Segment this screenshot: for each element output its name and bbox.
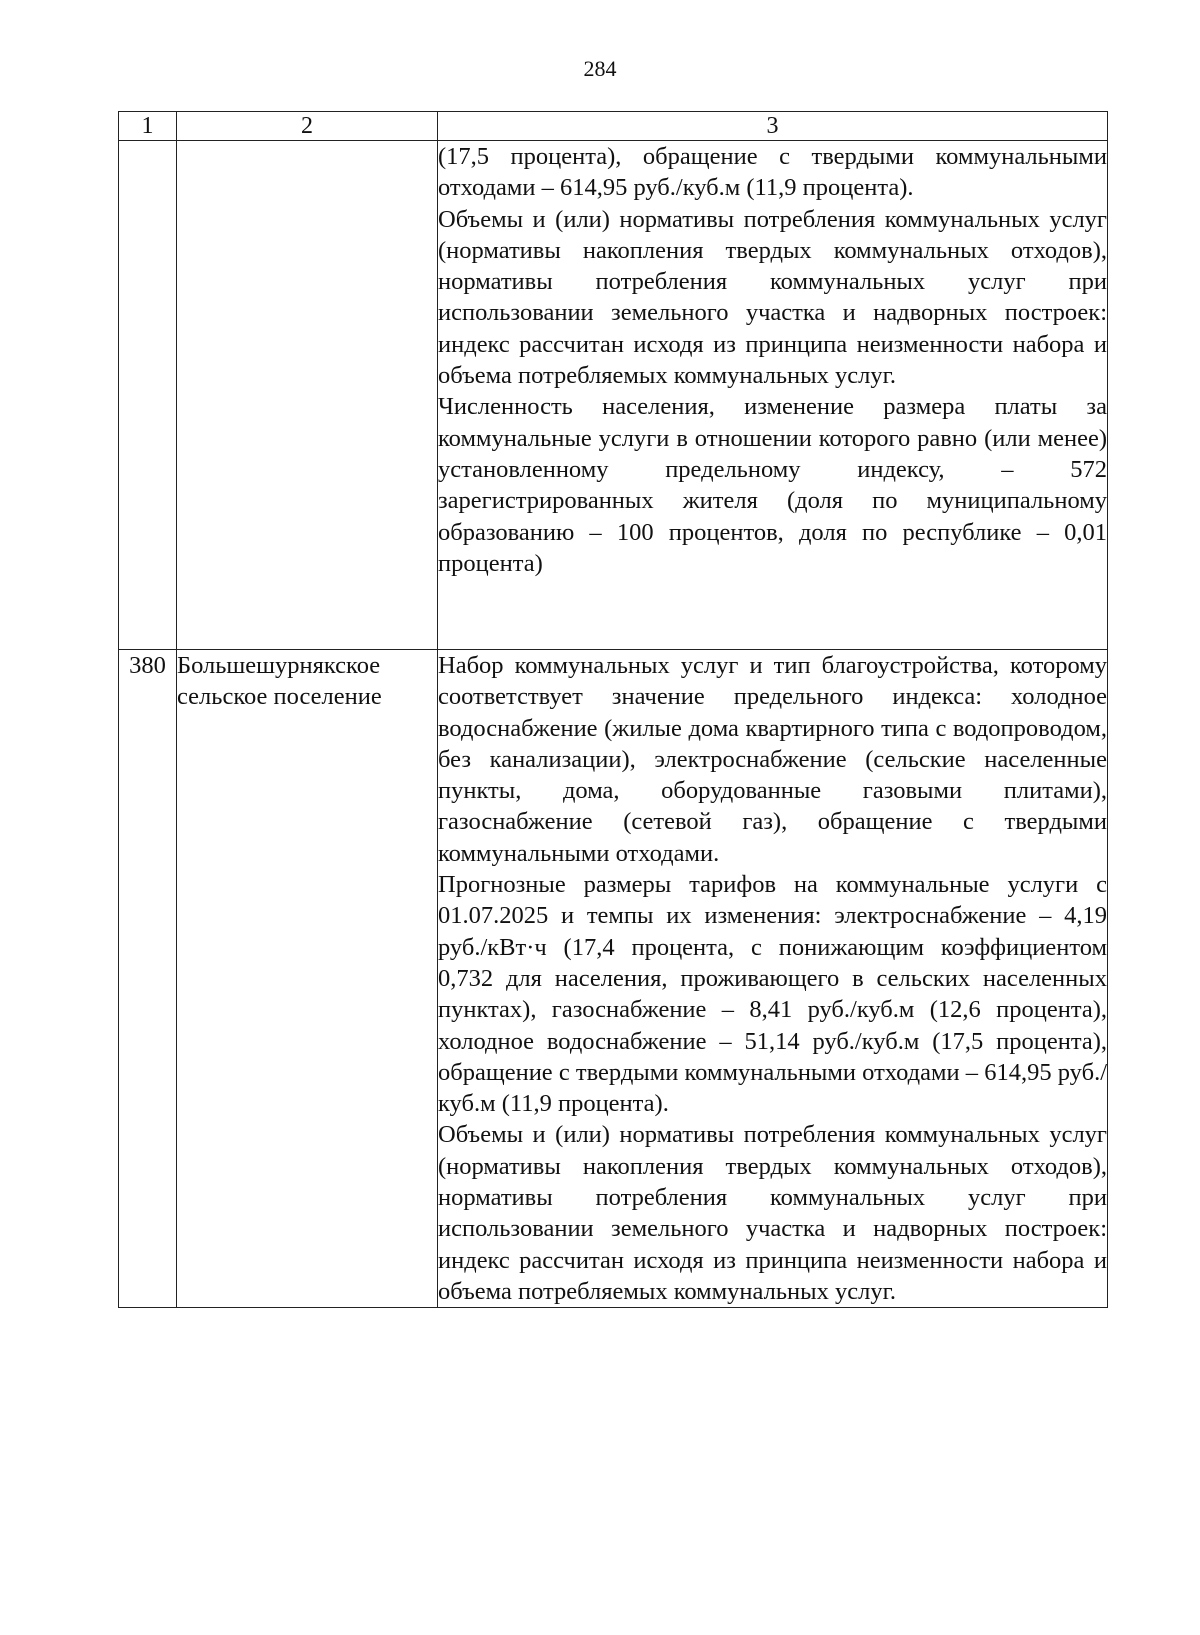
page-number: 284	[583, 56, 617, 81]
paragraph-services-set: Набор коммунальных услуг и тип благоустройства, которому соответствует значение предельного индекса: холодное водоснабжение (жилые дома квартирного типа с водопроводом, без канализации), электроснабжение (сельские населенные пункты, дома, оборудованные газовыми плитами), газоснабжение (сетевой газ), обращение с твердыми коммунальными отходами.	[438, 652, 1107, 867]
table-row-380	[119, 650, 1108, 1308]
paragraph-population: Численность населения, изменение размера платы за коммунальные услуги в отношении которого равно (или менее) установленному предельному индексу, – 572 зарегистрированных жителя (доля по муниципальному образованию – 100 процентов, доля по республике – 0,01 процента)	[438, 393, 1107, 577]
indices-table	[118, 111, 1108, 1308]
column-header-1: 1	[119, 112, 177, 141]
table-row-continuation	[119, 141, 1108, 650]
paragraph-forecast-tariffs: Прогнозные размеры тарифов на коммунальные услуги с 01.07.2025 и темпы их изменения: электроснабжение – 4,19 руб./кВт·ч (17,4 процента, с понижающим коэффициентом 0,732 для населения, проживающего в сельских населенных пунктах), газоснабжение – 8,41 руб./куб.м (12,6 процента), холодное водоснабжение – 51,14 руб./куб.м (17,5 процента), обращение с твердыми коммунальными отходами – 614,95 руб./куб.м (11,9 процента).	[438, 871, 1107, 1118]
paragraph-consumption-norms: Объемы и (или) нормативы потребления коммунальных услуг (нормативы накопления твердых коммунальных отходов), нормативы потребления коммунальных услуг при использовании земельного участка и надворных построек: индекс рассчитан исходя из принципа неизменности набора и объема потребляемых коммунальных услуг.	[438, 1121, 1107, 1305]
paragraph-consumption-norms: Объемы и (или) нормативы потребления коммунальных услуг (нормативы накопления твердых коммунальных отходов), нормативы потребления коммунальных услуг при использовании земельного участка и надворных построек: индекс рассчитан исходя из принципа неизменности набора и объема потребляемых коммунальных услуг.	[438, 205, 1107, 390]
description-cell	[438, 141, 1108, 650]
settlement-name-cell	[177, 141, 438, 650]
row-number-cell: 380	[119, 650, 177, 1308]
column-header-2: 2	[177, 112, 438, 141]
row-number-cell	[119, 141, 177, 650]
description-cell	[438, 650, 1108, 1308]
settlement-name-cell: Большешурнякское сельское поселение	[177, 650, 438, 1308]
table-header-row	[119, 112, 1108, 141]
paragraph-tariffs-end: (17,5 процента), обращение с твердыми коммунальными отходами – 614,95 руб./куб.м (11,9 процента).	[438, 143, 1107, 202]
column-header-3: 3	[438, 112, 1108, 141]
